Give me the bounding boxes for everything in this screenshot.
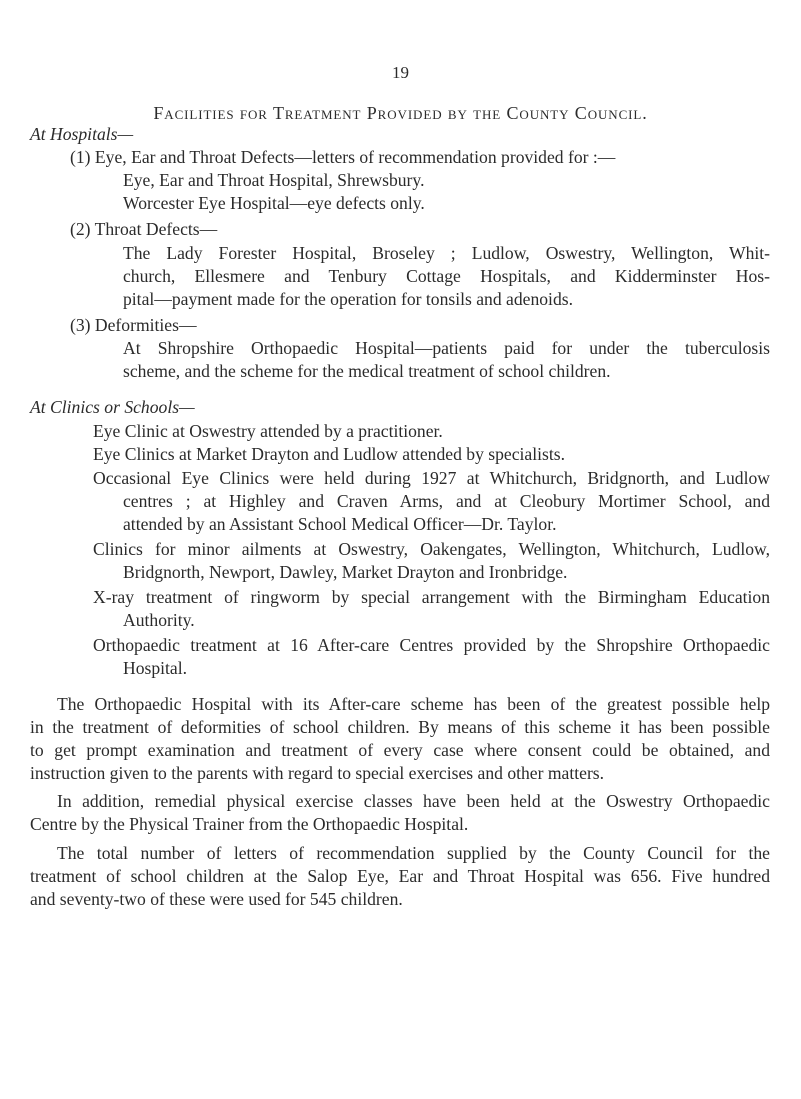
clinic-entry: Occasional Eye Clinics were held during 1927 at Whitchurch, Bridgnorth, and Ludlow xyxy=(93,468,770,488)
clinics-subheading: At Clinics or Schools— xyxy=(30,397,195,417)
item-label: Eye, Ear and Throat Defects—letters of recommendation provided for :— xyxy=(94,147,616,167)
paragraph-line: The Orthopaedic Hospital with its After-care scheme has been of the greatest possible help xyxy=(57,694,770,714)
hospital-line: Worcester Eye Hospital—eye defects only. xyxy=(123,193,425,213)
paragraph-line: to get prompt examination and treatment of every case where consent could be obtained, and xyxy=(30,740,770,760)
clinic-entry-cont: attended by an Assistant School Medical Officer—Dr. Taylor. xyxy=(123,514,557,534)
clinic-entry: Orthopaedic treatment at 16 After-care Centres provided by the Shropshire Orthopaedic xyxy=(93,635,770,655)
paragraph-line: in the treatment of deformities of school children. By means of this scheme it has been possible xyxy=(30,717,770,737)
hospital-line: Eye, Ear and Throat Hospital, Shrewsbury. xyxy=(123,170,425,190)
hospital-line: scheme, and the scheme for the medical treatment of school children. xyxy=(123,361,611,381)
hospital-line: The Lady Forester Hospital, Broseley ; Ludlow, Oswestry, Wellington, Whit- xyxy=(123,243,770,263)
item-label: Deformities— xyxy=(94,315,197,335)
clinic-entry-cont: Bridgnorth, Newport, Dawley, Market Drayton and Ironbridge. xyxy=(123,562,568,582)
paragraph-line: The total number of letters of recommendation supplied by the County Council for the xyxy=(57,843,770,863)
page-number: 19 xyxy=(392,63,409,82)
section-heading: Facilities for Treatment Provided by the County Council. xyxy=(153,103,648,123)
clinic-entry: Eye Clinics at Market Drayton and Ludlow attended by specialists. xyxy=(93,444,565,464)
hospital-item-1 xyxy=(70,147,615,168)
hospital-item-2 xyxy=(70,219,217,240)
clinic-entry: Eye Clinic at Oswestry attended by a practitioner. xyxy=(93,421,443,441)
item-label: Throat Defects— xyxy=(94,219,218,239)
paragraph-line: and seventy-two of these were used for 545 children. xyxy=(30,889,403,909)
clinic-entry: X-ray treatment of ringworm by special arrangement with the Birmingham Education xyxy=(93,587,770,607)
hospitals-subheading: At Hospitals— xyxy=(30,124,134,144)
clinic-entry-cont: centres ; at Highley and Craven Arms, and at Cleobury Mortimer School, and xyxy=(123,491,770,511)
hospital-item-3 xyxy=(70,315,197,336)
hospital-line: church, Ellesmere and Tenbury Cottage Hospitals, and Kidderminster Hos- xyxy=(123,266,770,286)
item-number: (3) xyxy=(70,315,91,335)
paragraph-line: treatment of school children at the Salop Eye, Ear and Throat Hospital was 656. Five hundred xyxy=(30,866,770,886)
clinic-entry-cont: Hospital. xyxy=(123,658,188,678)
paragraph-line: Centre by the Physical Trainer from the Orthopaedic Hospital. xyxy=(30,814,469,834)
clinic-entry-cont: Authority. xyxy=(123,610,195,630)
paragraph-line: In addition, remedial physical exercise classes have been held at the Oswestry Orthopaedic xyxy=(57,791,770,811)
hospital-line: At Shropshire Orthopaedic Hospital—patients paid for under the tuberculosis xyxy=(123,338,770,358)
item-number: (1) xyxy=(70,147,91,167)
hospital-line: pital—payment made for the operation for tonsils and adenoids. xyxy=(123,289,573,309)
paragraph-line: instruction given to the parents with regard to special exercises and other matters. xyxy=(30,763,605,783)
item-number: (2) xyxy=(70,219,91,239)
clinic-entry: Clinics for minor ailments at Oswestry, Oakengates, Wellington, Whitchurch, Ludlow, xyxy=(93,539,770,559)
